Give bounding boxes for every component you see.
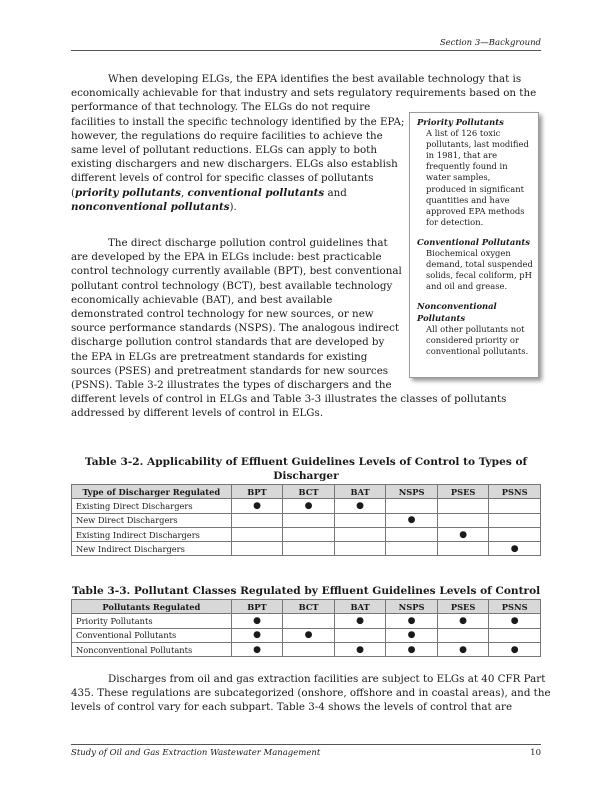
paragraph-control-guidelines: The direct discharge pollution control guidelines that are developed by the EPA in ELGs include: best practicable control technology currently available (BPT), best conventional pollutant control technology (BCT), best available technology economically achievable (BAT), and best available demonstrated control technology for new sources, or new source performance standards (NSPS). The analogous indirect discharge pollution control standards that are developed by the EPA in ELGs are pretreatment standards for existing sources (PSES) and pretreatment standards for new sources (PSNS). Table 3-2 illustrates the types of dischargers and the different levels of control in ELGs and Table 3-3 illustrates the classes of pollutants addressed by different levels of control in ELGs.	[71, 237, 507, 420]
header-rule	[71, 50, 541, 51]
term-priority-pollutants: priority pollutants	[75, 186, 181, 199]
table-row: New Indirect Dischargers ●	[72, 542, 541, 556]
sidebar-priority: Priority Pollutants A list of 126 toxic pollutants, last modified in 1981, that are frequently found in water samples, produced in significant quantities and have approved EPA methods for detection.	[417, 117, 529, 227]
table-3-3-caption: Table 3-3. Pollutant Classes Regulated by Effluent Guidelines Levels of Control	[71, 585, 541, 597]
table-header-row: Type of Discharger Regulated BPT BCT BAT NSPS PSES PSNS	[72, 485, 541, 499]
table-row: Conventional Pollutants ● ● ●	[72, 628, 541, 642]
footer-title: Study of Oil and Gas Extraction Wastewater Management	[71, 748, 321, 758]
table-row: Existing Direct Dischargers ● ● ●	[72, 499, 541, 513]
sidebar-nonconventional: Nonconventional Pollutants All other pollutants not considered priority or conventional pollutants.	[417, 301, 529, 356]
table-row: Priority Pollutants ● ● ● ● ●	[72, 614, 541, 628]
table-row: Nonconventional Pollutants ● ● ● ● ●	[72, 642, 541, 656]
table-3-2	[71, 484, 541, 556]
footer-rule	[71, 744, 541, 745]
term-nonconventional-pollutants: nonconventional pollutants	[71, 200, 230, 213]
table-row: Existing Indirect Dischargers ●	[72, 527, 541, 541]
table-3-3	[71, 599, 541, 657]
term-conventional-pollutants: conventional pollutants	[187, 186, 325, 199]
paragraph-oil-gas-extraction: Discharges from oil and gas extraction facilities are subject to ELGs at 40 CFR Part 435. These regulations are subcategorized (onshore, offshore and in coastal areas), and the levels of control vary for each subpart. Table 3-4 shows the levels of control that are	[71, 673, 551, 714]
paragraph-elg-technology: When developing ELGs, the EPA identifies the best available technology that is economically achievable for that industry and sets regulatory requirements based on the performance of that technology. The ELGs do not require facilities to install the specific technology identified by the EPA; however, the regulations do require facilities to achieve the same level of pollutant reductions. ELGs can apply to both existing dischargers and new dischargers. ELGs also establish different levels of control for specific classes of pollutants (priority pollutants, conventional pollutants and nonconventional pollutants).	[71, 73, 537, 213]
table-3-2-caption: Table 3-2. Applicability of Effluent Guidelines Levels of Control to Types of Discharger	[84, 456, 528, 482]
running-header: Section 3—Background	[439, 38, 541, 48]
page-number: 10	[530, 748, 541, 758]
table-row: New Direct Dischargers ●	[72, 513, 541, 527]
sidebar-conventional: Conventional Pollutants Biochemical oxygen demand, total suspended solids, fecal coliform, pH and oil and grease.	[417, 236, 533, 292]
table-header-row: Pollutants Regulated BPT BCT BAT NSPS PSES PSNS	[72, 600, 541, 614]
